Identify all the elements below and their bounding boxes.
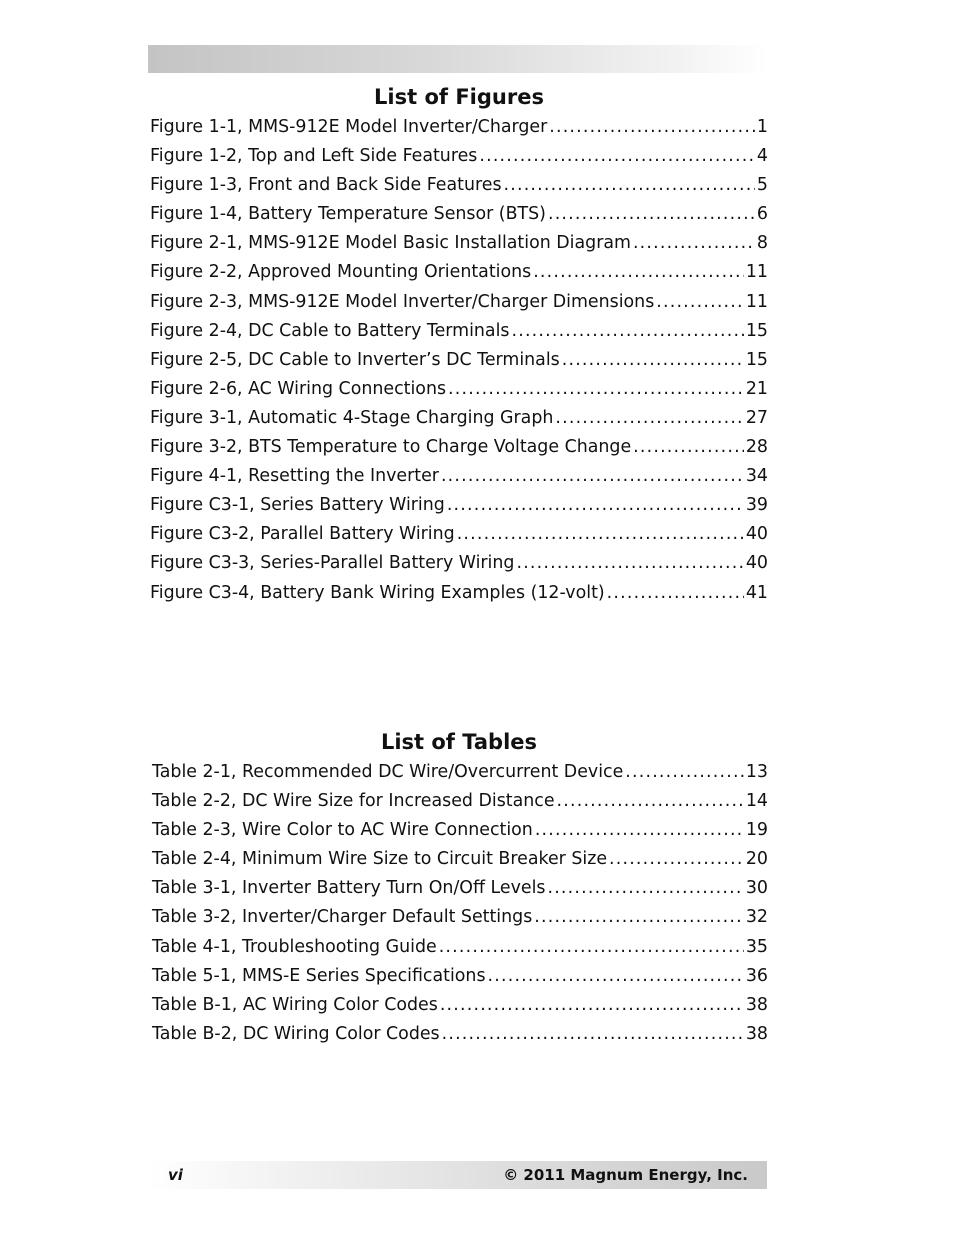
list-of-figures-title: List of Figures [374,85,544,109]
toc-entry[interactable] [152,1024,768,1053]
entry-page: 36 [745,965,768,986]
entry-label: Figure C3-1, Series Battery Wiring [150,495,445,516]
entry-label: Table 2-4, Minimum Wire Size to Circuit Breaker Size [152,849,608,870]
entry-label: Table 5-1, MMS-E Series Specifications [152,965,486,986]
toc-entry[interactable] [150,262,768,291]
dot-leader [439,937,744,957]
entry-label: Figure 1-2, Top and Left Side Features [150,146,478,167]
entry-label: Figure 3-1, Automatic 4-Stage Charging Graph [150,407,554,428]
toc-entry[interactable] [152,878,768,907]
dot-leader [547,878,743,898]
dot-leader [457,524,744,544]
entry-page: 15 [745,320,768,341]
dot-leader [535,820,744,840]
toc-entry[interactable] [150,117,768,146]
entry-page: 39 [745,495,768,516]
toc-entry[interactable] [152,966,768,995]
dot-leader [442,1024,744,1044]
toc-entry[interactable] [150,204,768,233]
toc-entry[interactable] [150,553,768,582]
entry-page: 11 [745,262,768,283]
dot-leader [448,379,744,399]
dot-leader [633,437,744,457]
entry-page: 5 [756,175,768,196]
dot-leader [557,791,744,811]
entry-label: Table 3-1, Inverter Battery Turn On/Off Levels [152,878,546,899]
entry-label: Figure 2-5, DC Cable to Inverter’s DC Terminals [150,349,560,370]
entry-page: 35 [745,936,768,957]
dot-leader [609,849,744,869]
tables-list [152,762,768,1053]
entry-label: Figure 2-1, MMS-912E Model Basic Installation Diagram [150,233,631,254]
entry-page: 28 [745,437,768,458]
toc-entry[interactable] [152,762,768,791]
entry-page: 27 [745,407,768,428]
entry-label: Figure C3-4, Battery Bank Wiring Examples (12-volt) [150,582,605,603]
dot-leader [479,146,755,166]
entry-label: Table B-1, AC Wiring Color Codes [152,994,438,1015]
entry-label: Figure 1-4, Battery Temperature Sensor (BTS) [150,204,546,225]
entry-page: 19 [745,820,768,841]
dot-leader [633,233,755,253]
dot-leader [488,966,744,986]
entry-page: 34 [745,466,768,487]
footer-copyright: © 2011 Magnum Energy, Inc. [503,1166,748,1184]
entry-page: 40 [745,524,768,545]
dot-leader [441,466,744,486]
dot-leader [440,995,744,1015]
entry-page: 32 [745,907,768,928]
entry-page: 13 [745,762,768,782]
dot-leader [511,321,743,341]
toc-entry[interactable] [152,995,768,1024]
toc-entry[interactable] [152,937,768,966]
toc-entry[interactable] [150,583,768,612]
dot-leader [534,907,744,927]
entry-page: 30 [745,878,768,899]
entry-page: 14 [745,791,768,812]
entry-page: 15 [745,349,768,370]
entry-label: Table 4-1, Troubleshooting Guide [152,936,437,957]
toc-entry[interactable] [150,350,768,379]
dot-leader [562,350,744,370]
entry-label: Table 3-2, Inverter/Charger Default Settings [152,907,533,928]
dot-leader [625,762,744,782]
dot-leader [533,262,744,282]
toc-entry[interactable] [150,524,768,553]
toc-entry[interactable] [150,379,768,408]
entry-page: 4 [756,146,768,167]
dot-leader [607,583,744,603]
entry-page: 21 [745,378,768,399]
entry-label: Figure 2-3, MMS-912E Model Inverter/Charger Dimensions [150,291,655,312]
entry-label: Table 2-1, Recommended DC Wire/Overcurrent Device [152,762,624,782]
toc-entry[interactable] [150,495,768,524]
entry-page: 11 [745,291,768,312]
footer-page-number: vi [168,1166,183,1184]
dot-leader [548,204,755,224]
toc-entry[interactable] [150,466,768,495]
entry-label: Figure 3-2, BTS Temperature to Charge Voltage Change [150,437,632,458]
entry-page: 41 [745,582,768,603]
toc-entry[interactable] [150,408,768,437]
toc-entry[interactable] [150,146,768,175]
toc-entry[interactable] [152,820,768,849]
entry-page: 1 [756,117,768,137]
entry-page: 38 [745,1023,768,1044]
dot-leader [504,175,755,195]
entry-page: 38 [745,994,768,1015]
figures-list [150,117,768,612]
toc-entry[interactable] [150,233,768,262]
toc-entry[interactable] [150,437,768,466]
toc-entry[interactable] [150,292,768,321]
entry-label: Figure 1-3, Front and Back Side Features [150,175,502,196]
dot-leader [656,292,744,312]
entry-page: 20 [745,849,768,870]
list-of-tables-title: List of Tables [380,730,538,754]
entry-label: Table 2-2, DC Wire Size for Increased Distance [152,791,555,812]
entry-page: 6 [756,204,768,225]
entry-label: Figure C3-2, Parallel Battery Wiring [150,524,455,545]
entry-label: Figure C3-3, Series-Parallel Battery Wiring [150,553,515,574]
entry-label: Figure 2-6, AC Wiring Connections [150,378,447,399]
entry-label: Figure 4-1, Resetting the Inverter [150,466,439,487]
toc-entry[interactable] [152,907,768,936]
dot-leader [549,117,755,137]
entry-label: Table B-2, DC Wiring Color Codes [152,1023,440,1044]
entry-page: 8 [756,233,768,254]
entry-label: Figure 2-2, Approved Mounting Orientations [150,262,532,283]
dot-leader [555,408,743,428]
toc-entry[interactable] [152,849,768,878]
toc-entry[interactable] [150,321,768,350]
toc-entry[interactable] [152,791,768,820]
entry-page: 40 [745,553,768,574]
entry-label: Table 2-3, Wire Color to AC Wire Connection [152,820,533,841]
dot-leader [516,553,743,573]
header-bar [148,45,767,73]
dot-leader [447,495,744,515]
toc-entry[interactable] [150,175,768,204]
entry-label: Figure 1-1, MMS-912E Model Inverter/Charger [150,117,548,137]
entry-label: Figure 2-4, DC Cable to Battery Terminals [150,320,510,341]
